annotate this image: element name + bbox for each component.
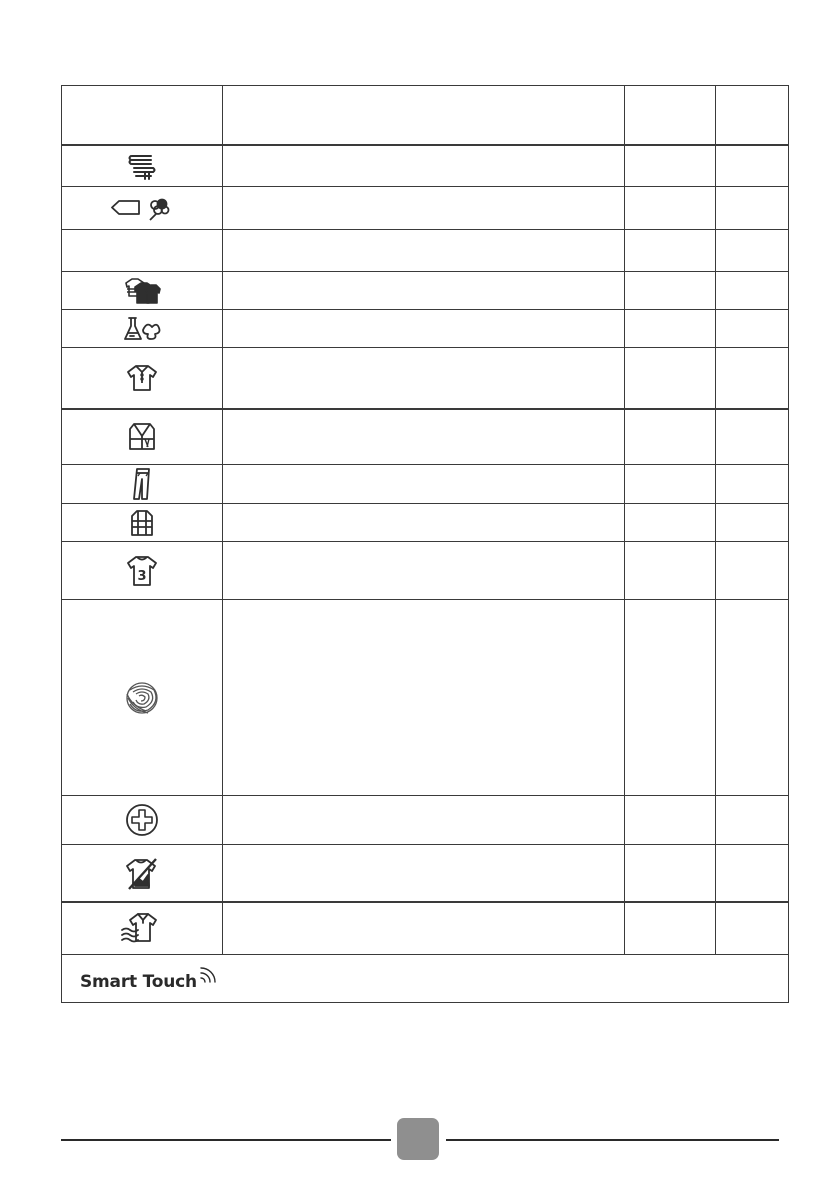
value-cell	[716, 272, 789, 310]
value-cell	[625, 465, 716, 504]
cotton-label-icon	[110, 195, 174, 221]
synthetics-flask-icon	[122, 315, 162, 343]
value-cell	[625, 600, 716, 796]
value-cell	[625, 796, 716, 845]
value-cell	[625, 409, 716, 465]
table-row	[62, 409, 789, 465]
description-cell	[223, 600, 625, 796]
smart-touch-cell	[62, 955, 789, 1003]
value-cell	[625, 187, 716, 230]
programme-table	[61, 85, 789, 1003]
icon-cell	[62, 272, 223, 310]
icon-cell	[62, 845, 223, 902]
icon-cell	[62, 409, 223, 465]
table-row	[62, 272, 789, 310]
jeans-icon	[130, 467, 154, 501]
value-cell	[625, 902, 716, 955]
icon-cell	[62, 187, 223, 230]
icon-cell	[62, 504, 223, 542]
stacked-towels-icon	[127, 152, 157, 180]
table-row	[62, 310, 789, 348]
sports-shirt-number: 3	[137, 568, 147, 584]
value-cell	[716, 348, 789, 409]
header-cell	[625, 86, 716, 145]
smart-touch-row	[62, 955, 789, 1003]
description-cell	[223, 230, 625, 272]
table-row	[62, 187, 789, 230]
table-row	[62, 145, 789, 187]
table-row	[62, 600, 789, 796]
smart-touch-label: Smart Touch	[80, 971, 197, 992]
value-cell	[716, 230, 789, 272]
smart-touch-logo	[80, 966, 217, 992]
header-cell	[223, 86, 625, 145]
icon-cell	[62, 230, 223, 272]
value-cell	[716, 465, 789, 504]
table-row	[62, 230, 789, 272]
description-cell	[223, 272, 625, 310]
easy-iron-shirt-icon	[120, 911, 164, 945]
nfc-signal-icon	[199, 966, 217, 986]
value-cell	[716, 187, 789, 230]
value-cell	[716, 409, 789, 465]
description-cell	[223, 845, 625, 902]
value-cell	[716, 600, 789, 796]
value-cell	[625, 230, 716, 272]
table-row	[62, 504, 789, 542]
icon-cell	[62, 902, 223, 955]
mixed-colours-icon	[123, 276, 161, 306]
value-cell	[625, 145, 716, 187]
table-row	[62, 465, 789, 504]
table-row	[62, 902, 789, 955]
value-cell	[625, 272, 716, 310]
description-cell	[223, 348, 625, 409]
bathrobe-icon	[125, 420, 159, 454]
icon-cell	[62, 542, 223, 600]
icon-cell	[62, 348, 223, 409]
value-cell	[625, 310, 716, 348]
header-row	[62, 86, 789, 145]
icon-cell	[62, 310, 223, 348]
value-cell	[716, 504, 789, 542]
description-cell	[223, 542, 625, 600]
value-cell	[716, 310, 789, 348]
description-cell	[223, 504, 625, 542]
value-cell	[625, 348, 716, 409]
shirt-icon	[124, 363, 160, 393]
description-cell	[223, 902, 625, 955]
quilted-jacket-icon	[128, 508, 156, 538]
description-cell	[223, 310, 625, 348]
value-cell	[716, 902, 789, 955]
value-cell	[716, 145, 789, 187]
icon-cell	[62, 600, 223, 796]
table-row	[62, 542, 789, 600]
sports-shirt-3-icon	[124, 554, 160, 588]
table-row	[62, 845, 789, 902]
icon-cell	[62, 796, 223, 845]
icon-cell	[62, 465, 223, 504]
footer-rule-left	[61, 1139, 391, 1141]
stain-shirt-icon	[123, 855, 161, 891]
value-cell	[625, 845, 716, 902]
value-cell	[716, 796, 789, 845]
table-row	[62, 348, 789, 409]
table-row	[62, 796, 789, 845]
value-cell	[716, 542, 789, 600]
wool-icon	[122, 680, 162, 716]
footer-rule-right	[446, 1139, 779, 1141]
hygiene-cross-icon	[125, 803, 159, 837]
description-cell	[223, 145, 625, 187]
description-cell	[223, 409, 625, 465]
value-cell	[716, 845, 789, 902]
description-cell	[223, 187, 625, 230]
header-cell	[62, 86, 223, 145]
icon-cell	[62, 145, 223, 187]
page-number-tab	[397, 1118, 439, 1160]
value-cell	[625, 504, 716, 542]
description-cell	[223, 796, 625, 845]
header-cell	[716, 86, 789, 145]
description-cell	[223, 465, 625, 504]
value-cell	[625, 542, 716, 600]
